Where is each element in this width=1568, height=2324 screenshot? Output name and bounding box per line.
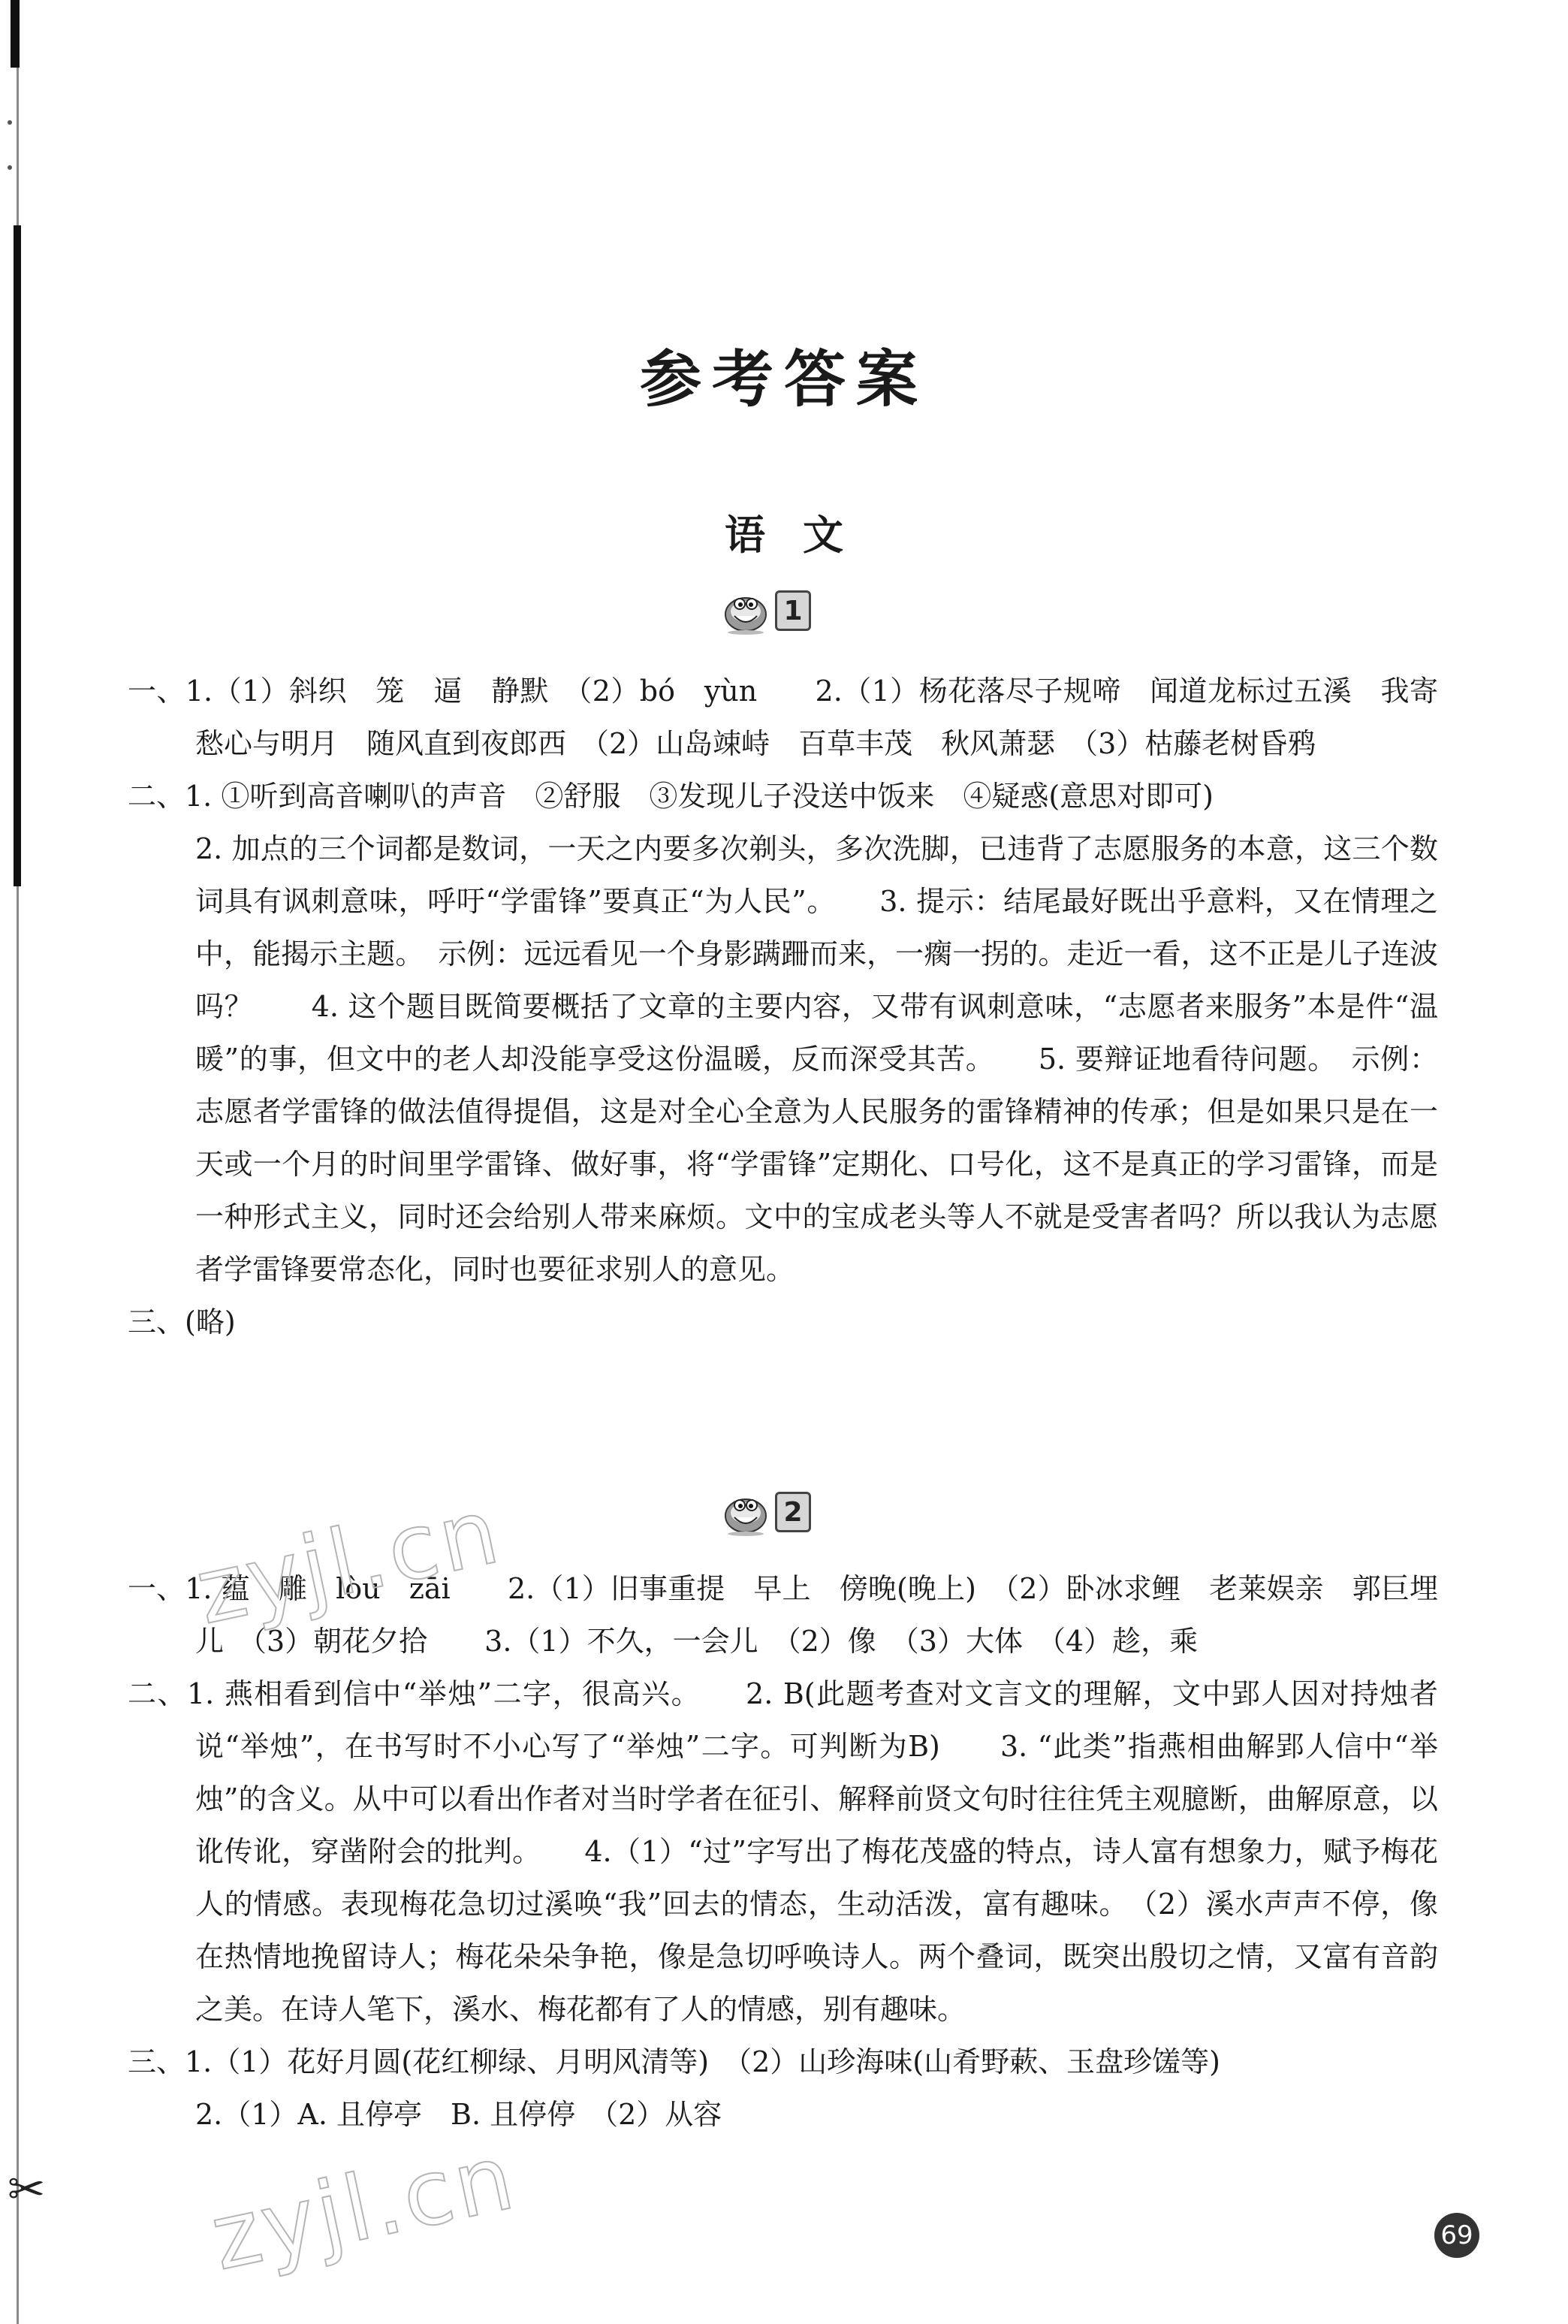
unit-1-answers [128,665,1438,1348]
watermark: zyjl.cn [203,2125,525,2291]
smiling-bean-mascot-icon [721,586,770,635]
answer-paragraph: 二、1. 燕相看到信中“举烛”二字，很高兴。 2. B(此题考查对文言文的理解，文中郢人因对持烛者说“举烛”，在书写时不小心写了“举烛”二字。可判断为B) 3. “此类”指燕相曲解郢人信中“举烛”的含义。从中可以看出作者对当时学者在征引、解释前贤文句时往往凭主观臆断，曲解原意，以讹传讹，穿凿附会的批判。 4.（1）“过”字写出了梅花茂盛的特点，诗人富有想象力，赋予梅花人的情感。表现梅花急切过溪唤“我”回去的情态，生动活泼，富有趣味。 （2）溪水声声不停，像在热情地挽留诗人；梅花朵朵争艳，像是急切呼唤诗人。两个叠词，既突出殷切之情，又富有音韵之美。在诗人笔下，溪水、梅花都有了人的情感，别有趣味。 [128,1677,1438,2026]
smiling-bean-mascot-icon [721,1487,770,1537]
binding-dot [8,120,12,125]
answer-paragraph: 一、1.（1）斜织 笼 逼 静默 （2）bó yùn 2.（1）杨花落尽子规啼 闻道龙标过五溪 我寄愁心与明月 随风直到夜郎西 （2）山岛竦峙 百草丰茂 秋风萧瑟 （3）枯藤老树昏鸦 [128,675,1438,760]
answer-paragraph: 三、1.（1）花好月圆(花红柳绿、月明风清等) （2）山珍海味(山肴野蔌、玉盘珍馐等) [128,2045,1220,2078]
unit-number: 1 [775,590,811,631]
scissors-icon: ✂ [8,2163,46,2216]
unit-badge [721,586,811,635]
watermark: zyjl.cn [188,1479,510,1645]
page-title: 参考答案 [639,343,928,415]
answer-paragraph: 一、1. 蕴 雕 lòu zāi 2.（1）旧事重提 早上 傍晚(晚上) （2）卧冰求鲤 老莱娱亲 郭巨埋儿 （3）朝花夕拾 3.（1）不久，一会儿 （2）像 （3）大体 （4）趁，乘 [128,1572,1438,1658]
subject-heading: 语文 [725,511,881,559]
answer-paragraph: 2. 加点的三个词都是数词，一天之内要多次剃头，多次洗脚，已违背了志愿服务的本意，这三个数词具有讽刺意味，呼吁“学雷锋”要真正“为人民”。 3. 提示：结尾最好既出乎意料，又在情理之中，能揭示主题。 示例：远远看见一个身影蹒跚而来，一瘸一拐的。走近一看，这不正是儿子连波吗？ 4. 这个题目既简要概括了文章的主要内容，又带有讽刺意味，“志愿者来服务”本是件“温暖”的事，但文中的老人却没能享受这份温暖，反而深受其苦。 5. 要辩证地看待问题。 示例：志愿者学雷锋的做法值得提倡，这是对全心全意为人民服务的雷锋精神的传承；但是如果只是在一天或一个月的时间里学雷锋、做好事，将“学雷锋”定期化、口号化，这不是真正的学习雷锋，而是一种形式主义，同时还会给别人带来麻烦。文中的宝成老头等人不就是受害者吗？所以我认为志愿者学雷锋要常态化，同时也要征求别人的意见。 [195,832,1438,1286]
unit-badge [721,1487,811,1537]
answer-paragraph: 2.（1）A. 且停亭 B. 且停停 （2）从容 [195,2098,722,2131]
binding-dot [8,165,12,170]
unit-2-answers [128,1562,1438,2141]
answer-paragraph: 二、1. ①听到高音喇叭的声音 ②舒服 ③发现儿子没送中饭来 ④疑惑(意思对即可) [128,780,1214,813]
unit-number: 2 [775,1492,811,1532]
page-number: 69 [1434,2213,1479,2258]
answer-paragraph: 三、(略) [128,1305,236,1339]
binding-mark [11,0,20,68]
